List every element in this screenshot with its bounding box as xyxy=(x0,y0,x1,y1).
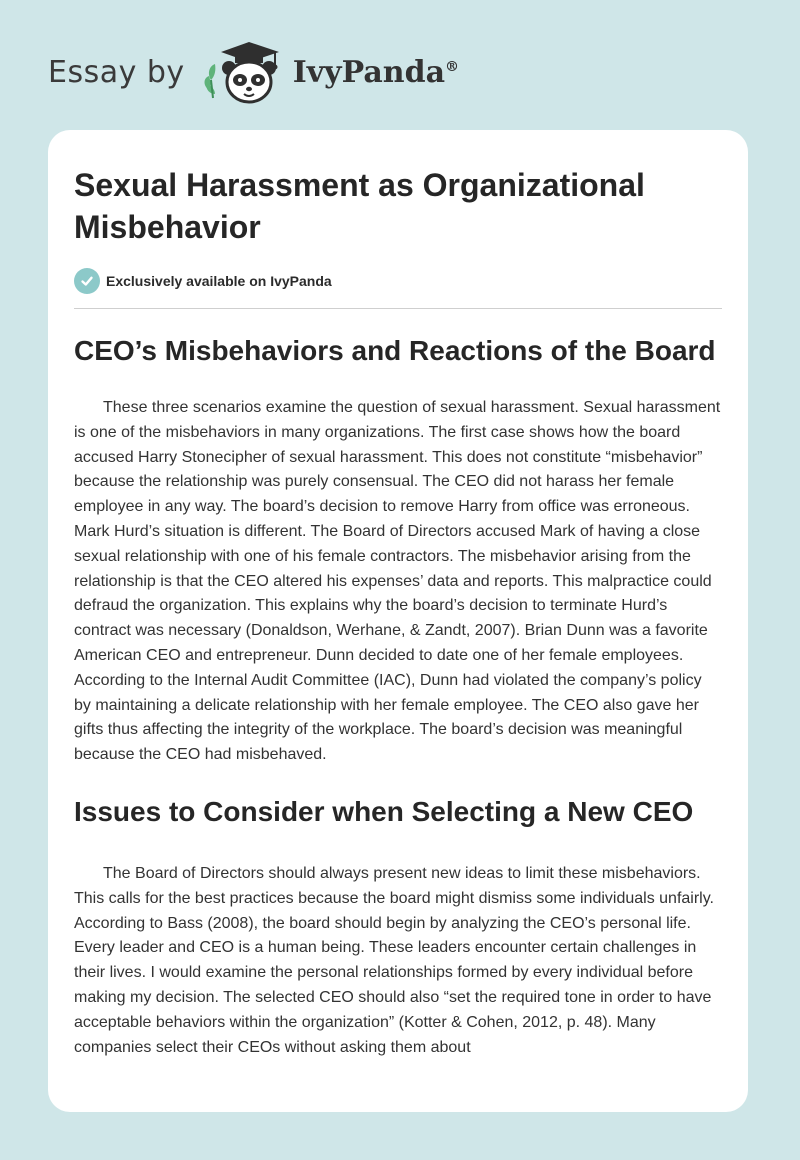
brand-prefix: Essay by xyxy=(48,54,185,90)
site-header xyxy=(48,36,459,108)
brand-name-text: IvyPanda xyxy=(292,54,446,90)
section-paragraph: These three scenarios examine the question of sexual harassment. Sexual harassment is one of the misbehaviors in many organizations. The first case shows how the board accused Harry Stonecipher of sexual harassment. This does not constitute “misbehavior” because the relationship was purely consensual. The CEO did not harass her female employee in any way. The board’s decision to remove Harry from office was erroneous. Mark Hurd’s situation is different. The Board of Directors accused Mark of having a close sexual relationship with one of his female contractors. The misbehavior arising from the relationship is that the CEO altered his expenses’ data and reports. This malpractice could defraud the organization. This explains why the board’s decision to terminate Hurd’s contract was necessary (Donaldson, Werhane, & Zandt, 2007). Brian Dunn was a favorite American CEO and entrepreneur. Dunn decided to date one of her female employees. According to the Internal Audit Committee (IAC), Dunn had violated the company’s policy by maintaining a delicate relationship with her female employee. The CEO also gave her gifts thus affecting the integrity of the workplace. The board’s decision was meaningful because the CEO had misbehaved. xyxy=(74,399,721,764)
essay-title: Sexual Harassment as Organizational Misbehavior xyxy=(74,167,645,245)
section-heading: CEO’s Misbehaviors and Reactions of the Board xyxy=(74,335,716,366)
availability-badge xyxy=(74,268,722,294)
checkmark-icon xyxy=(74,268,100,294)
registered-mark: ® xyxy=(445,58,460,75)
panda-graduate-icon[interactable] xyxy=(199,36,287,108)
section-paragraph: The Board of Directors should always present new ideas to limit these misbehaviors. This calls for the best practices because the board might dismiss some individuals unfairly. According to Bass (2008), the board should begin by analyzing the CEO’s personal life. Every leader and CEO is a human being. These leaders encounter certain challenges in their lives. I would examine the personal relationships formed by every individual before making my decision. The selected CEO should also “set the required tone in order to have acceptable behaviors within the organization” (Kotter & Cohen, 2012, p. 48). Many companies select their CEOs without asking them about xyxy=(74,864,714,1056)
brand-name[interactable] xyxy=(293,55,459,90)
badge-text: Exclusively available on IvyPanda xyxy=(106,273,332,289)
essay-card xyxy=(48,130,748,1112)
divider xyxy=(74,308,722,309)
section-heading: Issues to Consider when Selecting a New CEO xyxy=(74,795,694,827)
